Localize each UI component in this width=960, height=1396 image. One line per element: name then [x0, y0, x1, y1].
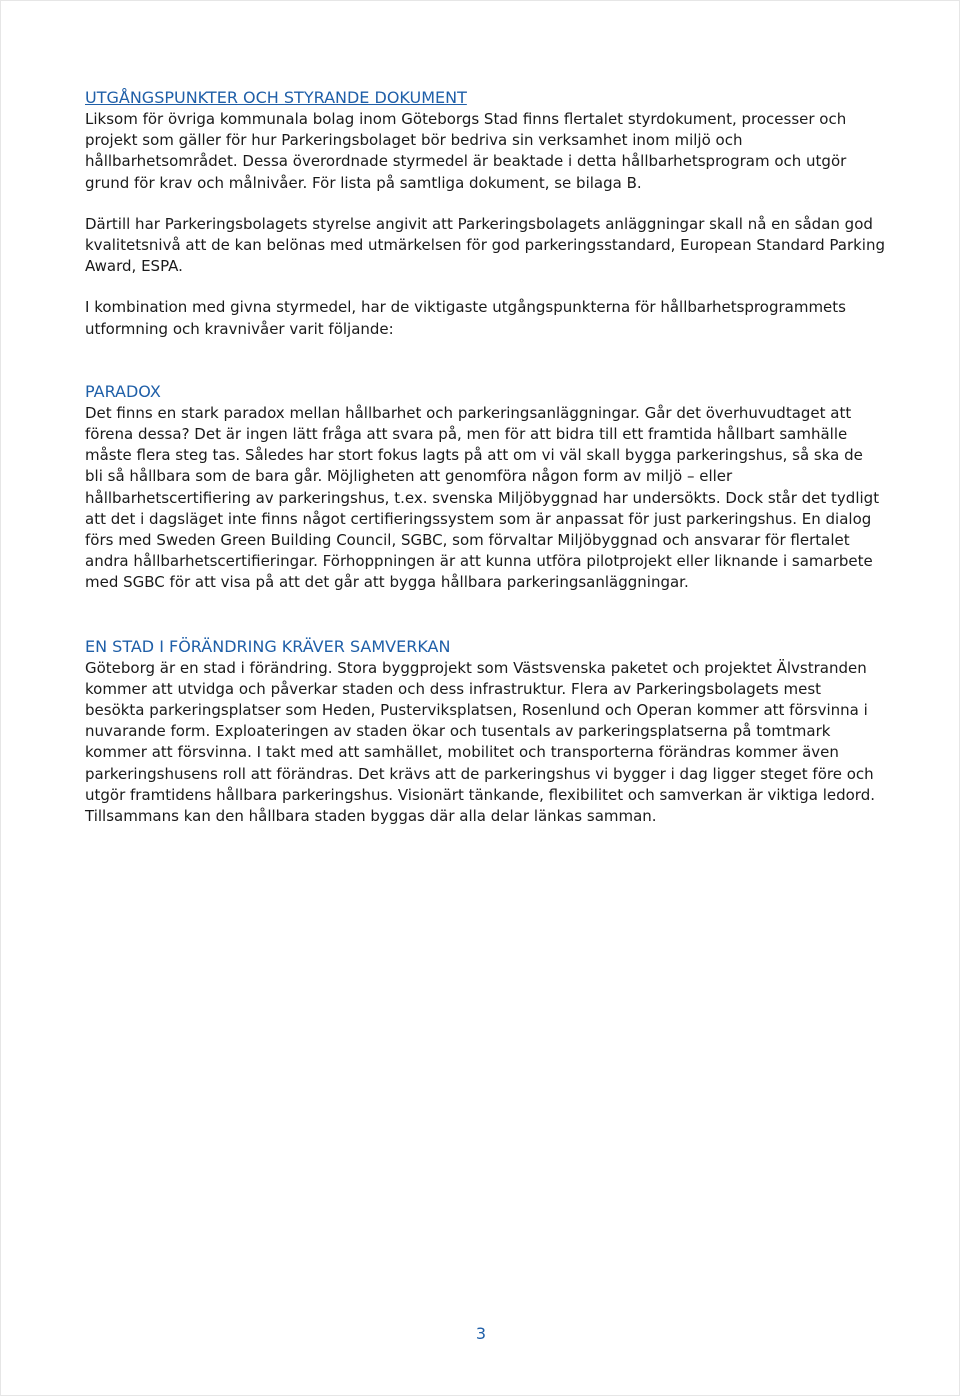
heading-stad-i-forandring: EN STAD I FÖRÄNDRING KRÄVER SAMVERKAN — [85, 636, 451, 656]
heading-paradox: PARADOX — [85, 381, 161, 401]
paragraph-styrdokument: Liksom för övriga kommunala bolag inom Göteborgs Stad finns flertalet styrdokument, processer och projekt som gäller för hur Parkeringsbolaget bör bedriva sin verksamhet inom miljö och hållbarhetsområdet. Dessa överordnade styrmedel är beaktade i detta hållbarhetsprogram och utgör grund för krav och målnivåer. För lista på samtliga dokument, se bilaga B. — [85, 110, 847, 192]
heading-utgangspunkter: UTGÅNGSPUNKTER OCH STYRANDE DOKUMENT — [85, 88, 467, 107]
paragraph-stad-i-forandring: Göteborg är en stad i förändring. Stora byggprojekt som Västsvenska paketet och projektet Älvstranden kommer att utvidga och påverkar staden och dess infrastruktur. Flera av Parkeringsbolagets mest besökta parkeringsplatser som Heden, Pusterviksplatsen, Rosenlund och Operan kommer att försvinna i nuvarande form. Exploateringen av staden ökar och tusentals av parkeringsplatserna på tomtmark kommer att försvinna. I takt med att samhället, mobilitet och transporterna förändras kommer även parkeringshusens roll att förändras. Det krävs att de parkeringshus vi bygger i dag ligger steget före och utgör framtidens hållbara parkeringshus. Visionärt tänkande, flexibilitet och samverkan är viktiga ledord. Tillsammans kan den hållbara staden byggas där alla delar länkas samman. — [85, 658, 875, 826]
paragraph-espa: Därtill har Parkeringsbolagets styrelse angivit att Parkeringsbolagets anläggningar skall nå en sådan god kvalitetsnivå att de kan belönas med utmärkelsen för god parkeringsstandard, European Standard Parking Award, ESPA. — [85, 214, 885, 276]
page-content — [85, 85, 885, 827]
page-number: 3 — [475, 1324, 487, 1343]
paragraph-kombination: I kombination med givna styrmedel, har de viktigaste utgångspunkterna för hållbarhetsprogrammets utformning och kravnivåer varit följande: — [85, 298, 846, 338]
paragraph-paradox: Det finns en stark paradox mellan hållbarhet och parkeringsanläggningar. Går det överhuvudtaget att förena dessa? Det är ingen lätt fråga att svara på, men för att bidra till ett framtida hållbart samhälle måste flera steg tas. Således har stort fokus lagts på att om vi väl skall bygga parkeringshus, så ska de bli så hållbara som de bara går. Möjligheten att genomföra någon form av miljö – eller hållbarhetscertifiering av parkeringshus, t.ex. svenska Miljöbyggnad har undersökts. Dock står det tydligt att det i dagsläget inte finns något certifieringssystem som är anpassat för just parkeringshus. En dialog förs med Sweden Green Building Council, SGBC, som förvaltar Miljöbyggnad och ansvarar för flertalet andra hållbarhetscertifieringar. Förhoppningen är att kunna utföra pilotprojekt eller liknande i samarbete med SGBC för att visa på att det går att bygga hållbara parkeringsanläggningar. — [85, 403, 880, 592]
